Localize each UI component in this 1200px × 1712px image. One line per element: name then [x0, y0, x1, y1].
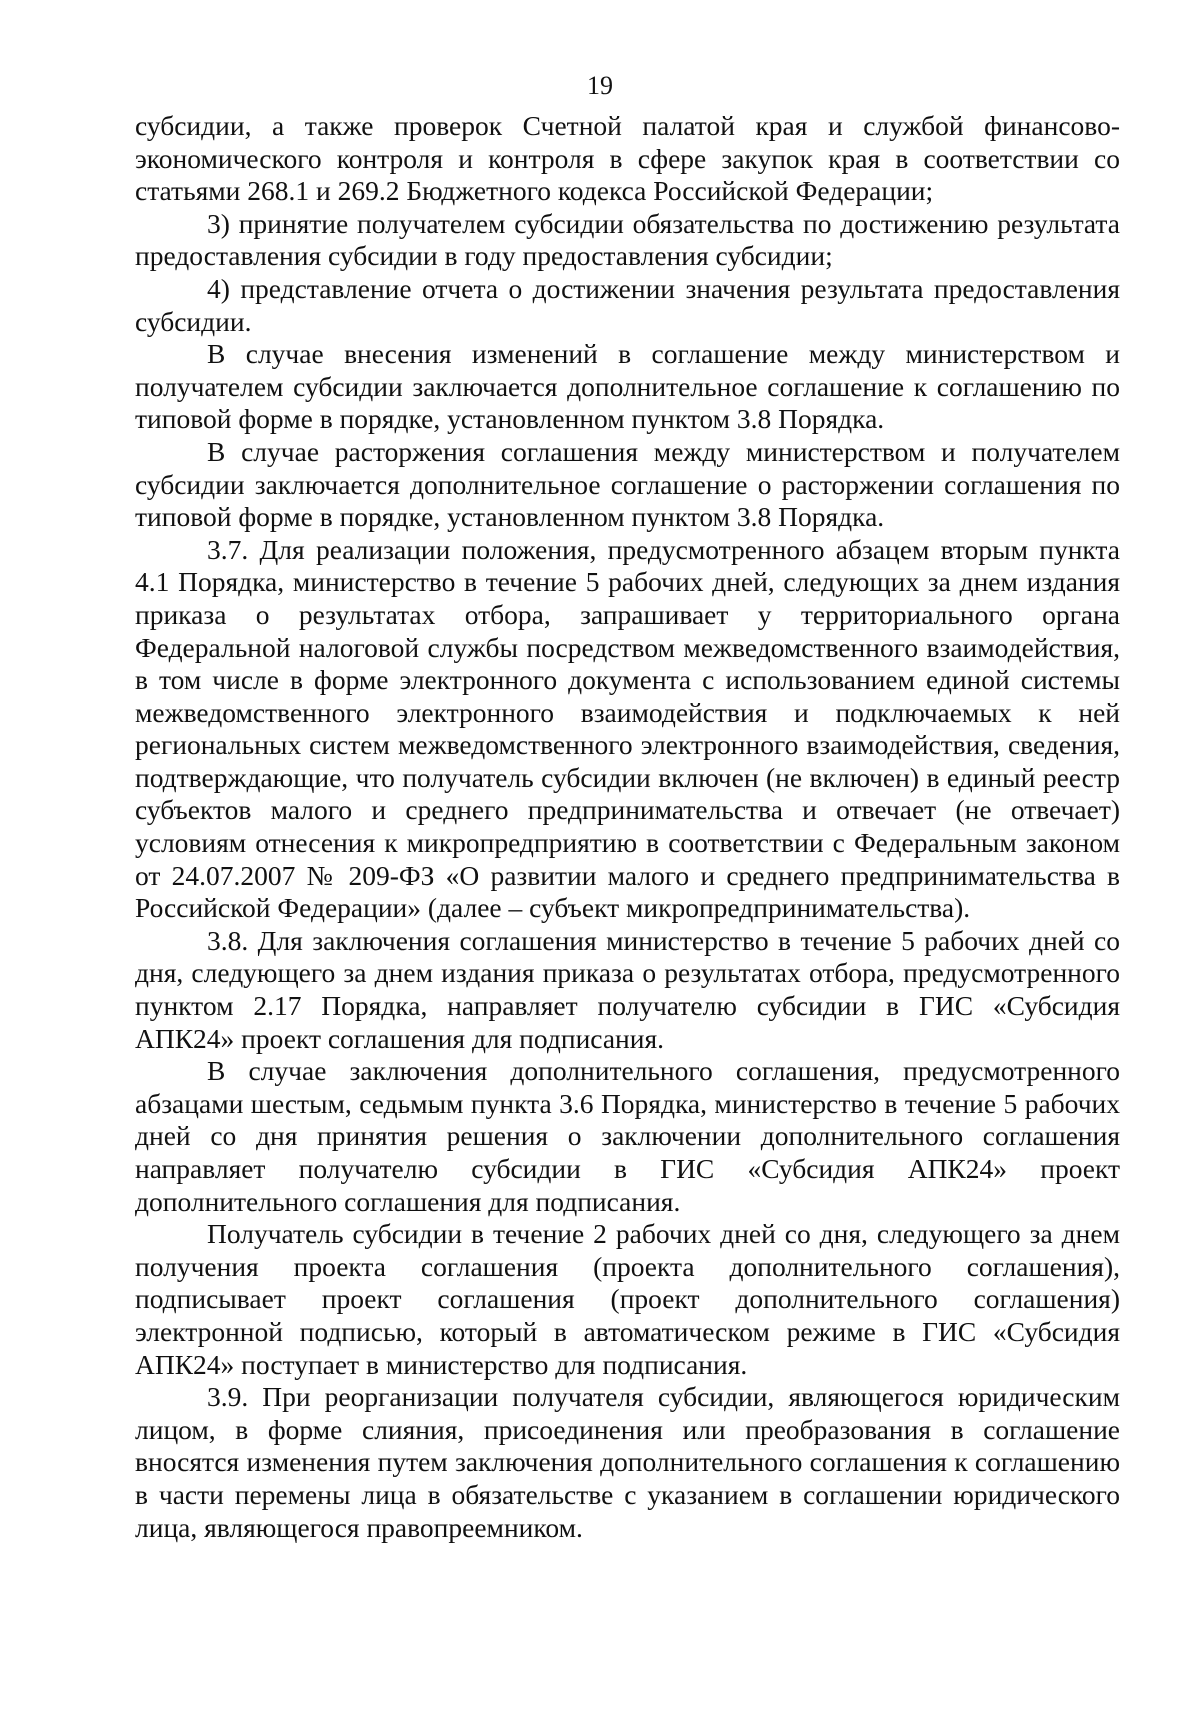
- paragraph: субсидии, а также проверок Счетной палатой края и службой финансово-экономического контроля и контроля в сфере закупок края в соответствии со статьями 268.1 и 269.2 Бюджетного кодекса Российской Федерации;: [135, 110, 1120, 207]
- paragraph: Получатель субсидии в течение 2 рабочих дней со дня, следующего за днем получения проекта соглашения (проекта дополнительного соглашения), подписывает проект соглашения (проект дополнительного соглашения) электронной подписью, который в автоматическом режиме в ГИС «Субсидия АПК24» поступает в министерство для подписания.: [135, 1218, 1120, 1380]
- paragraph: В случае заключения дополнительного соглашения, предусмотренного абзацами шестым, седьмым пункта 3.6 Порядка, министерство в течение 5 рабочих дней со дня принятия решения о заключении дополнительного соглашения направляет получателю субсидии в ГИС «Субсидия АПК24» проект дополнительного соглашения для подписания.: [135, 1055, 1120, 1217]
- page-number: 19: [587, 71, 613, 100]
- paragraph-3-8: 3.8. Для заключения соглашения министерство в течение 5 рабочих дней со дня, следующего за днем издания приказа о результатах отбора, предусмотренного пунктом 2.17 Порядка, направляет получателю субсидии в ГИС «Субсидия АПК24» проект соглашения для подписания.: [135, 924, 1120, 1054]
- paragraph-3-9: 3.9. При реорганизации получателя субсидии, являющегося юридическим лицом, в форме слияния, присоединения или преобразования в соглашение вносятся изменения путем заключения дополнительного соглашения к соглашению в части перемены лица в обязательстве с указанием в соглашении юридического лица, являющегося правопреемником.: [135, 1381, 1120, 1543]
- document-body: [135, 110, 1120, 1544]
- paragraph: 4) представление отчета о достижении значения результата предоставления субсидии.: [135, 272, 1120, 337]
- paragraph-3-7: 3.7. Для реализации положения, предусмотренного абзацем вторым пункта 4.1 Порядка, министерство в течение 5 рабочих дней, следующих за днем издания приказа о результатах отбора, запрашивает у территориального органа Федеральной налоговой службы посредством межведомственного взаимодействия, в том числе в форме электронного документа с использованием единой системы межведомственного электронного взаимодействия и подключаемых к ней региональных систем межведомственного электронного взаимодействия, сведения, подтверждающие, что получатель субсидии включен (не включен) в единый реестр субъектов малого и среднего предпринимательства и отвечает (не отвечает) условиям отнесения к микропредприятию в соответствии с Федеральным законом от 24.07.2007 № 209-ФЗ «О развитии малого и среднего предпринимательства в Российской Федерации» (далее – субъект микропредпринимательства).: [135, 533, 1120, 924]
- paragraph: 3) принятие получателем субсидии обязательства по достижению результата предоставления субсидии в году предоставления субсидии;: [135, 207, 1120, 272]
- paragraph: В случае расторжения соглашения между министерством и получателем субсидии заключается дополнительное соглашение о расторжении соглашения по типовой форме в порядке, установленном пунктом 3.8 Порядка.: [135, 435, 1120, 533]
- paragraph: В случае внесения изменений в соглашение между министерством и получателем субсидии заключается дополнительное соглашение к соглашению по типовой форме в порядке, установленном пунктом 3.8 Порядка.: [135, 338, 1120, 435]
